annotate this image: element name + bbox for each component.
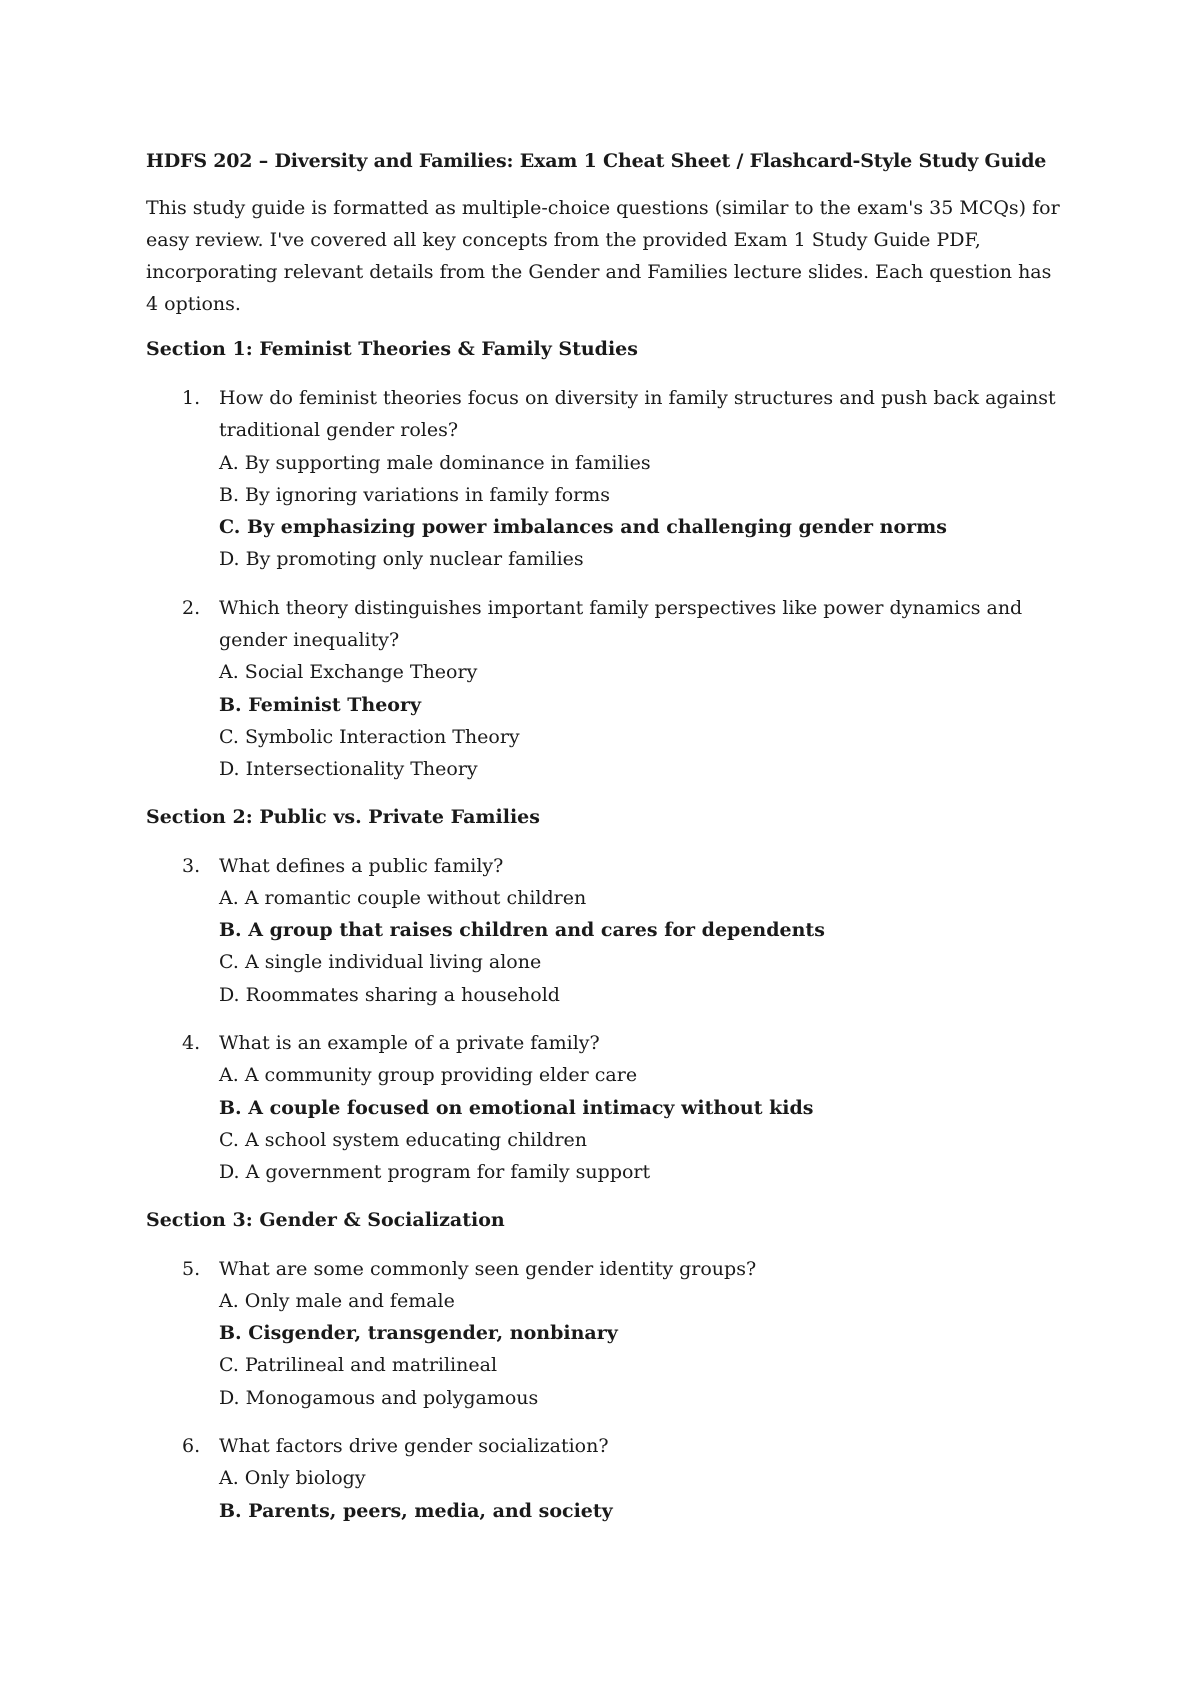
answer-option: D. Monogamous and polygamous <box>219 1386 539 1409</box>
question-number: 1. <box>182 387 201 409</box>
correct-answer-option: B. A couple focused on emotional intimacy without kids <box>219 1096 814 1119</box>
question-text: What defines a public family? <box>219 854 504 877</box>
answer-option: A. A romantic couple without children <box>219 886 587 909</box>
question-number: 3. <box>182 854 201 877</box>
section <box>146 1205 1066 1527</box>
answer-option: B. By ignoring variations in family forms <box>219 483 610 506</box>
correct-answer-option: B. A group that raises children and cares for dependents <box>219 919 825 942</box>
sections-container <box>146 334 1066 1527</box>
answer-option: A. Only male and female <box>219 1289 455 1312</box>
answer-option: A. Only biology <box>219 1467 366 1490</box>
question-text: What are some commonly seen gender identity groups? <box>219 1257 757 1280</box>
question-item <box>146 1430 1066 1527</box>
question-item <box>146 592 1066 786</box>
question-text: What factors drive gender socialization? <box>219 1435 609 1458</box>
correct-answer-option: C. By emphasizing power imbalances and challenging gender norms <box>219 516 947 539</box>
document-title: HDFS 202 – Diversity and Families: Exam 1 Cheat Sheet / Flashcard-Style Study Guide <box>146 150 1047 172</box>
answer-option: C. Symbolic Interaction Theory <box>219 725 520 748</box>
question-number: 5. <box>182 1257 201 1280</box>
question-text: What is an example of a private family? <box>219 1032 600 1055</box>
question-item <box>146 1253 1066 1414</box>
answer-option: D. By promoting only nuclear families <box>219 548 584 571</box>
correct-answer-option: B. Cisgender, transgender, nonbinary <box>219 1322 618 1345</box>
answer-option: D. Intersectionality Theory <box>219 758 478 781</box>
question-item <box>146 382 1066 576</box>
section <box>146 802 1066 1189</box>
question-number: 6. <box>182 1435 201 1458</box>
section-title: Section 3: Gender & Socialization <box>146 1208 505 1231</box>
answer-option: C. A school system educating children <box>219 1128 588 1151</box>
question-text: How do feminist theories focus on diversity in family structures and push back against traditional gender roles? <box>219 387 1056 442</box>
answer-option: A. Social Exchange Theory <box>219 661 478 684</box>
study-guide-page <box>146 146 1066 1543</box>
question-text: Which theory distinguishes important family perspectives like power dynamics and gender inequality? <box>219 596 1023 652</box>
question-item <box>146 1027 1066 1188</box>
correct-answer-option: B. Parents, peers, media, and society <box>219 1499 613 1522</box>
answer-option: A. A community group providing elder care <box>219 1064 638 1087</box>
section-title: Section 1: Feminist Theories & Family Studies <box>146 338 638 360</box>
question-item <box>146 850 1066 1011</box>
answer-option: D. Roommates sharing a household <box>219 983 560 1006</box>
question-number: 2. <box>182 596 201 619</box>
answer-option: C. Patrilineal and matrilineal <box>219 1354 498 1377</box>
answer-option: D. A government program for family support <box>219 1161 651 1184</box>
correct-answer-option: B. Feminist Theory <box>219 693 422 716</box>
section-title: Section 2: Public vs. Private Families <box>146 805 540 828</box>
answer-option: A. By supporting male dominance in families <box>219 451 651 474</box>
question-number: 4. <box>182 1032 201 1055</box>
question-list <box>146 1253 1066 1527</box>
question-list <box>146 850 1066 1189</box>
intro-paragraph: This study guide is formatted as multiple-choice questions (similar to the exam's 35 MCQs) for easy review. I've covered all key concepts from the provided Exam 1 Study Guide PDF, incorporating relevant details from the Gender and Families lecture slides. Each question has 4 options. <box>146 197 1060 315</box>
section <box>146 334 1066 786</box>
question-list <box>146 382 1066 786</box>
answer-option: C. A single individual living alone <box>219 951 542 974</box>
